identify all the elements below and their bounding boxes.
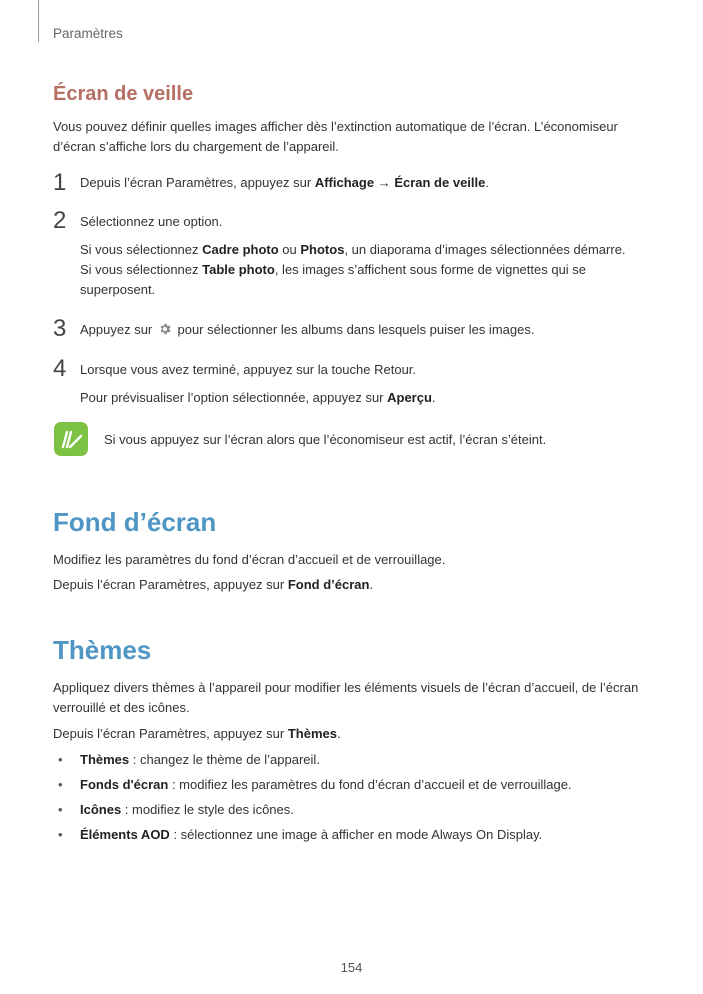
themes-instruction: Depuis l’écran Paramètres, appuyez sur Thèmes.	[53, 726, 341, 741]
section-title-ecran-de-veille: Écran de veille	[53, 83, 194, 105]
section-title-fond-d-ecran: Fond d’écran	[53, 507, 217, 537]
bullet-marker: •	[58, 752, 63, 767]
step-number-4: 4	[53, 355, 67, 382]
bullet-marker: •	[58, 777, 63, 792]
step-2-text: Sélectionnez une option.	[80, 214, 223, 229]
step-3-text: Appuyez sur pour sélectionner les albums dans lesquels puiser les images.	[80, 320, 660, 342]
bullet-item-icones: Icônes : modifiez le style des icônes.	[80, 802, 294, 817]
step-4-text: Lorsque vous avez terminé, appuyez sur la touche Retour.	[80, 362, 417, 377]
running-header: Paramètres	[53, 26, 123, 41]
note-icon	[54, 422, 88, 456]
step-4-detail: Pour prévisualiser l’option sélectionnée, appuyez sur Aperçu.	[80, 390, 436, 405]
step-number-2: 2	[53, 207, 67, 234]
note-text: Si vous appuyez sur l’écran alors que l’économiseur est actif, l’écran s’éteint.	[104, 432, 547, 447]
step-number-1: 1	[53, 169, 67, 196]
step-2-detail: Si vous sélectionnez Cadre photo ou Photos, un diaporama d’images sélectionnées démarre. Si vous sélectionnez Table photo, les images s’affichent sous forme de vignettes qui se superposent.	[80, 242, 626, 297]
step-number-3: 3	[53, 315, 67, 342]
section-title-themes: Thèmes	[53, 635, 152, 665]
themes-intro: Appliquez divers thèmes à l’appareil pour modifier les éléments visuels de l’écran d’accueil, de l’écran verrouillé et des icônes.	[53, 680, 639, 715]
step-1-text: Depuis l’écran Paramètres, appuyez sur Affichage → Écran de veille.	[80, 175, 489, 190]
ecran-veille-intro: Vous pouvez définir quelles images afficher dès l’extinction automatique de l’écran. L’économiseur d’écran s’affiche lors du chargement de l’appareil.	[53, 119, 618, 154]
gear-icon	[158, 322, 172, 342]
header-rule	[38, 0, 39, 42]
fond-ecran-text: Modifiez les paramètres du fond d’écran d’accueil et de verrouillage.	[53, 552, 446, 567]
bullet-marker: •	[58, 802, 63, 817]
fond-ecran-instruction: Depuis l’écran Paramètres, appuyez sur Fond d’écran.	[53, 577, 374, 592]
page-number: 154	[340, 960, 363, 975]
bullet-marker: •	[58, 827, 63, 842]
bullet-item-elements-aod: Éléments AOD : sélectionnez une image à afficher en mode Always On Display.	[80, 827, 543, 842]
bullet-item-fonds-d-ecran: Fonds d'écran : modifiez les paramètres du fond d’écran d’accueil et de verrouillage.	[80, 777, 572, 792]
bullet-item-themes: Thèmes : changez le thème de l’appareil.	[80, 752, 320, 767]
